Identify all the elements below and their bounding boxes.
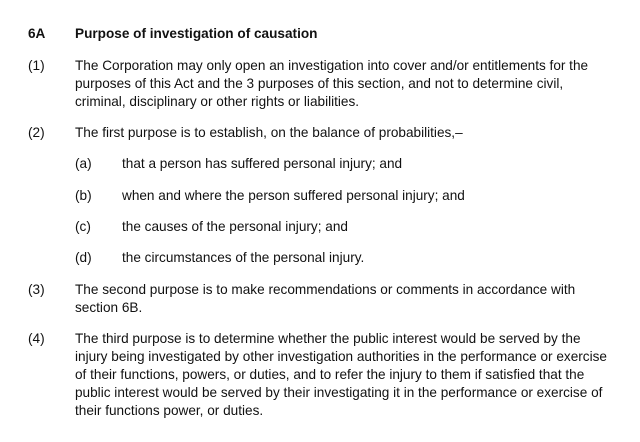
paragraph-number: (a)	[75, 156, 92, 171]
paragraph-number: (b)	[75, 188, 92, 203]
subsection-number: (3)	[28, 282, 45, 297]
paragraph-number: (c)	[75, 219, 91, 234]
paragraph-text: when and where the person suffered personal injury; and	[122, 188, 465, 203]
subsection-number: (2)	[28, 125, 45, 140]
subsection-number: (4)	[28, 331, 45, 346]
subsection-text: The Corporation may only open an investigation into cover and/or entitlements for the purposes of this Act and the 3 purposes of this section, and not to determine civil, criminal, disciplinary or other rights or liabilities.	[75, 58, 589, 109]
paragraph-text: that a person has suffered personal injury; and	[122, 156, 403, 171]
subsection-number: (1)	[28, 58, 45, 73]
paragraph-number: (d)	[75, 250, 92, 265]
paragraph-text: the circumstances of the personal injury.	[122, 250, 365, 265]
subsection-text: The third purpose is to determine whether the public interest would be served by the injury being investigated by other investigation authorities in the performance or exercise of their functions, powers, or duties, and to refer the injury to them if satisfied that the public interest would be served by their investigating it in the performance or exercise of their functions power, or duties.	[75, 331, 607, 418]
section-title: Purpose of investigation of causation	[75, 26, 318, 41]
subsection-text: The first purpose is to establish, on the balance of probabilities,–	[75, 125, 463, 140]
subsection-text: The second purpose is to make recommendations or comments in accordance with section 6B.	[75, 282, 576, 315]
section-number: 6A	[28, 26, 46, 41]
paragraph-text: the causes of the personal injury; and	[122, 219, 348, 234]
